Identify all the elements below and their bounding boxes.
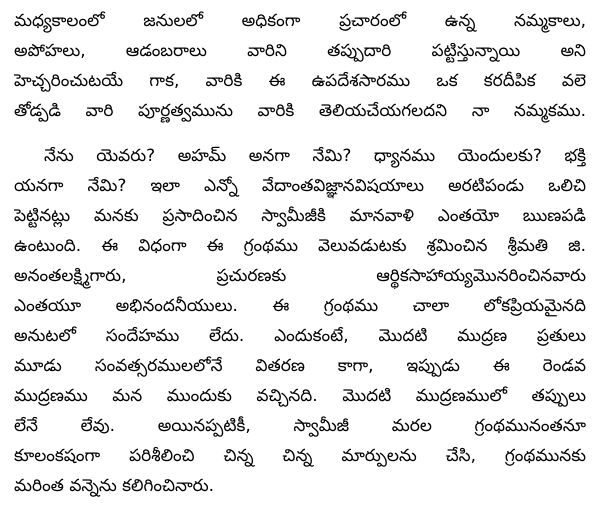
paragraph-1-line-4: తోడ్పడి వారి పూర్ణత్వమును వారికి తెలియచేయగలదని నా నమ్మకము. xyxy=(14,101,586,121)
paragraph-2-line-8: మూడు సంవత్సరములలోనే వితరణ కాగా, ఇప్పుడు ఈ రెండవ xyxy=(14,356,586,376)
paragraph-2-line-6: ఎంతయూ అభినందనీయులు. ఈ గ్రంథము చాలా లోకప్రియమైనది xyxy=(14,296,586,316)
paragraph-1-line-1: మధ్యకాలంలో జనులలో అధికంగా ప్రచారంలో ఉన్న నమ్మకాలు, xyxy=(14,11,586,31)
paragraph-2-line-7: అనుటలో సందేహము లేదు. ఎందుకంటే, మొదటి ముద్రణ ప్రతులు xyxy=(14,326,586,346)
paragraph-1-line-2: అపోహలు, ఆడంబరాలు వారిని తప్పుదారి పట్టిస్తున్నాయి అని xyxy=(14,41,586,61)
paragraph-2-line-1: నేను యెవరు? అహమ్ అనగా నేమి? ధ్యానము యెందులకు? భక్తి xyxy=(44,146,586,166)
paragraph-2-line-5: అనంతలక్ష్మిగారు, ప్రచురణకు ఆర్థికసాహాయ్యమొనరించినవారు xyxy=(14,266,586,286)
paragraph-2-line-11: కూలంకషంగా పరిశీలించి చిన్న చిన్న మార్పులను చేసి, గ్రంథమునకు xyxy=(14,446,586,466)
paragraph-2-line-9: ముద్రణము మన ముందుకు వచ్చినది. మొదటి ముద్రణములో తప్పులు xyxy=(14,386,586,406)
paragraph-2-line-4: ఉంటుంది. ఈ విధంగా ఈ గ్రంథము వెలువడుటకు శ్రమించిన శ్రీమతి జి. xyxy=(14,236,586,256)
paragraph-2-line-2: యనగా నేమి? ఇలా ఎన్నో వేదాంతవిజ్ఞానవిషయాలు అరటిపండు ఒలిచి xyxy=(14,176,586,196)
paragraph-2-line-12: మరింత వన్నెను కలిగించినారు. xyxy=(14,476,215,496)
paragraph-2-line-3: పెట్టినట్లు మనకు ప్రసాదించిన స్వామీజీకి మానవాళి ఎంతయో ఋణపడి xyxy=(14,206,586,226)
document-page xyxy=(14,0,588,507)
paragraph-1-line-3: హెచ్చరించుటయే గాక, వారికి ఈ ఉపదేశసారము ఒక కరదీపిక వలె xyxy=(14,71,586,91)
paragraph-2-line-10: లేనే లేవు. అయినప్పటికీ, స్వామీజీ మరల గ్రంథమునంతనూ xyxy=(14,416,586,436)
